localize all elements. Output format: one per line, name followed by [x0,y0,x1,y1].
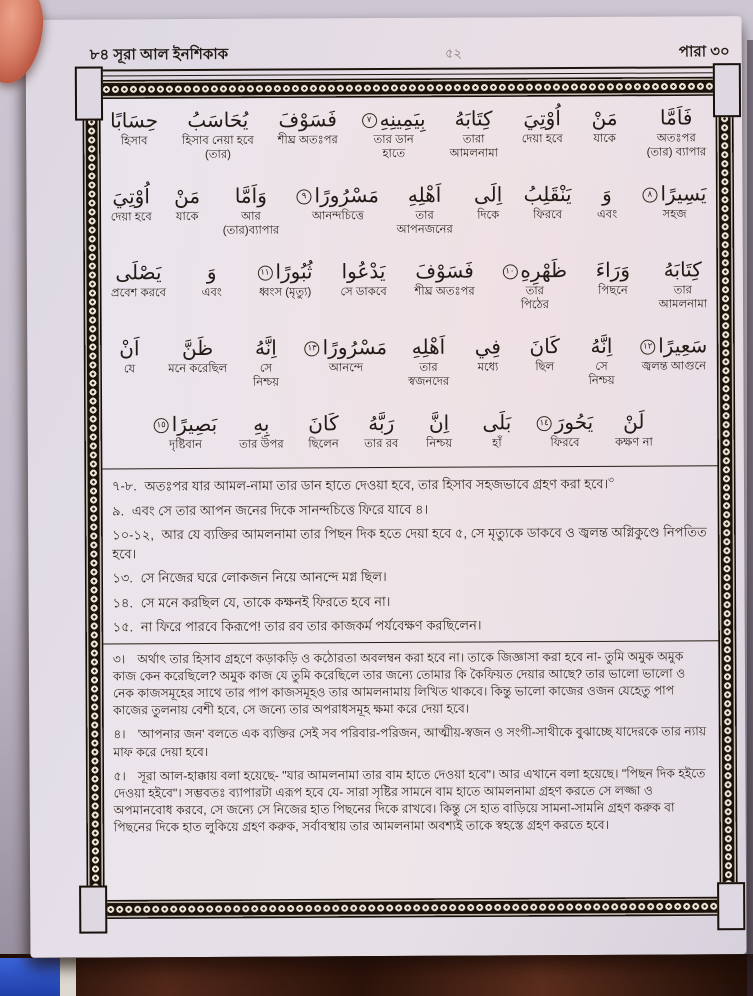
bengali-gloss [340,286,386,300]
ayah-number-marker: ٧ [362,113,377,128]
word-unit [396,176,453,237]
bengali-gloss-line: যে [123,363,136,376]
footnote-list [111,648,712,837]
bengali-gloss-line: প্রবেশ করবে [110,287,167,300]
word-unit [449,99,498,160]
translation-verse-number: ১৩. [112,570,134,586]
word-unit [595,251,631,299]
bengali-gloss [176,211,199,225]
footnote-divider [103,640,719,644]
arabic-word: اِنَّهُ [254,335,277,360]
bengali-gloss-line: তারা [462,133,485,146]
word-unit [362,100,426,161]
bengali-gloss [124,363,135,377]
bengali-gloss-line: দেয়া হবে [521,133,563,146]
surah-title: ৮৪ সূরা আল ইনশিকাক [89,45,229,64]
translation-list [110,473,711,637]
arabic-word: اَنْ [119,336,140,361]
bengali-gloss [278,134,338,148]
arabic-word: اِنَّهُ [590,333,613,358]
bengali-gloss [121,135,148,149]
bengali-gloss [202,287,222,301]
bengali-gloss [408,362,449,389]
arabic-word: وَ [602,181,612,206]
word-row [112,402,708,465]
bengali-gloss [259,286,311,300]
word-unit [194,253,230,301]
bengali-gloss-line: ফিরবে [533,209,563,222]
arabic-word: بِهِ [253,411,270,436]
arabic-word: سَعِيرًا ١٢ [640,326,707,360]
blue-object [0,958,60,996]
arabic-word: فَاَمَّا [659,105,693,130]
arabic-word: يَنْقَلِبُ [523,182,572,207]
bengali-gloss-line: (তার) ব্যাপার [646,145,707,159]
word-unit [615,403,653,451]
bengali-gloss [397,210,453,237]
bengali-gloss-line: নিশ্চয় [426,437,453,450]
frame-corner-box [713,63,741,117]
bengali-gloss [588,361,614,388]
translation-verse-number: ১৫. [112,619,134,635]
word-unit [589,175,625,223]
page-number: ৫২ [445,45,463,61]
bengali-gloss [597,209,617,223]
bengali-gloss-line: সে [595,360,608,373]
arabic-word: ثُبُورًا ١١ [257,252,312,286]
word-row [110,98,706,174]
word-unit [640,326,707,374]
bengali-gloss-line: তার [525,285,545,298]
bengali-gloss [111,287,166,301]
arabic-word: بَلَى [482,410,512,435]
bengali-gloss-line: যাকে [175,210,199,224]
bengali-gloss-line: আপনজনের [396,223,453,236]
arabic-word: كِتَابَهُ [663,257,702,282]
word-unit [642,174,706,222]
word-unit [363,404,399,452]
ayah-number-marker: ١٣ [305,341,320,356]
white-object [60,958,76,996]
bengali-gloss [450,133,498,160]
bengali-gloss [415,286,475,300]
arabic-word: يَصْلَى [115,260,162,285]
translation-verse-number: ৯. [112,503,125,519]
bengali-gloss [364,438,398,452]
footnote: ৪। 'আপনার জন' বলতে এক ব্যক্তির সেই সব পরিবার-পরিজন, আত্মীয়-স্বজন ও সংগী-সাথীকে বুঝাচ্ছে যাদেরকে তার ন্যায় মাফ করে দেয়া হবে। [113,724,707,759]
bengali-gloss [492,437,501,451]
bengali-gloss-line: (তার) [204,148,232,161]
bengali-gloss-line: তার [415,209,434,222]
arabic-word: كَانَ [529,334,560,359]
bengali-gloss [478,361,499,375]
arabic-word: لَنْ [623,409,645,434]
bengali-gloss-line: হিসাব [120,135,148,148]
bengali-gloss-line: পিছনে [598,284,628,297]
bengali-gloss-line: জ্বলন্ত আগুনে [641,360,707,373]
bengali-gloss-line: যাকে [593,132,616,145]
page-content [99,94,721,901]
bengali-gloss [374,134,414,161]
word-unit [182,101,254,162]
word-unit [239,405,284,453]
book-edge-shadow [747,40,753,996]
arabic-word: رَبَّهُ [368,410,395,436]
bengali-gloss-line: শীঘ্র অতঃপর [277,134,338,147]
word-unit [110,101,158,149]
bengali-gloss-line: দিকে [477,209,500,222]
word-unit [111,253,166,301]
bengali-gloss-line: স্বজনদের [408,375,450,388]
word-unit [305,404,341,452]
bengali-gloss [646,132,706,159]
bengali-gloss-line: আনন্দচিত্তে [311,210,364,223]
bengali-gloss [521,285,549,312]
bengali-gloss [642,360,706,374]
bengali-gloss [550,437,579,451]
footnote-number: ৫। [113,769,126,784]
bengali-gloss [522,133,563,147]
bengali-gloss [253,363,279,390]
word-unit [277,100,337,148]
word-unit [523,175,571,223]
bengali-gloss-line: হাতে [382,147,406,160]
footnote-number: ৩। [112,651,126,666]
arabic-word: يُحَاسَبُ [187,107,249,133]
bengali-gloss [329,362,363,376]
bengali-gloss [182,135,254,163]
translation-line: ৭-৮. অতঃপর যার আমল-নামা তার ডান হাতে দেওয়া হবে, তার হিসাব সহজভাবে গ্রহণ করা হবে।$^৩$ [111,474,615,494]
footnote-reference: ৩ [608,474,615,485]
bengali-gloss-line: পিঠের [520,298,550,311]
table-surface [0,954,753,996]
arabic-word: مَنْ [174,183,201,209]
word-unit [470,175,506,223]
arabic-word: مَسْرُورًا ٩ [296,176,379,210]
bengali-gloss [223,211,280,238]
translation-line: ১০-১২, আর যে ব্যক্তির আমলনামা তার পিছন দিক হতে দেয়া হবে ৫, সে মৃত্যুকে ডাকবে ও জ্বলন্ত অগ্নিকুণ্ডে নিপতিত হবে। [112,524,707,562]
arabic-word: مَنْ [591,105,618,130]
bengali-gloss-line: আনন্দে [328,362,364,375]
ayah-number-marker: ١٥ [154,418,169,433]
word-unit [111,329,147,377]
bengali-gloss [111,211,152,225]
arabic-word: اُوْتِيَ [523,106,561,131]
bengali-gloss-line: এবং [201,286,222,299]
page-header [90,40,730,68]
bengali-gloss [168,363,227,377]
bengali-gloss [659,284,707,311]
translation-line: ১৫. না ফিরে পারবে কিরূপে! তার রব তার কাজকর্ম পর্যবেক্ষণ করছিলেন। [112,617,482,635]
bengali-gloss-line: দেয়া হবে [110,211,152,224]
word-unit [305,328,388,376]
word-unit [248,329,284,390]
bead-border-bottom [88,898,736,917]
word-unit [169,177,205,225]
arabic-word: اِنَّ [428,410,450,435]
arabic-word: اَهْلِهِ [411,334,446,359]
arabic-word: بَصِيرًا ١٥ [154,405,218,439]
arabic-word: يَسِيرًا ٨ [642,174,706,208]
word-unit [296,176,379,224]
bengali-gloss-line: আমলনামা [658,297,708,311]
arabic-word: اَهْلِهِ [407,182,442,207]
word-unit [414,252,474,300]
word-unit [537,403,594,451]
bengali-gloss-line: তার [673,284,693,297]
bengali-gloss-line: ছিলেন [308,438,339,451]
arabic-word: اِلَى [473,182,503,207]
word-unit [658,250,707,311]
ayah-number-marker: ٨ [642,188,657,203]
arabic-word: اُوْتِيَ [112,184,150,209]
arabic-word: بِيَمِينِهِ ٧ [362,100,426,134]
word-unit [408,328,449,389]
bengali-gloss-line: তার উপর [239,438,284,451]
bengali-gloss [535,361,554,375]
ayah-number-marker: ١٤ [537,416,552,431]
bengali-gloss-line: সহজ [662,208,687,221]
footnote: ৫। সূরা আল-হাক্কায় বলা হয়েছে- "যার আমলনামা তার বাম হাতে দেওয়া হবে"। আর এখানে বলা হয়েছে। "পিছন দিক হইতে দেওয়া হইবে"। সম্ভবতঃ ব্যাপারটা এরূপ হবে যে- সারা সৃষ্টির সামনে বাম হাতে আমলনামা গ্রহণ করতে সে লজ্জা ও অপমানবোধ করবে, সে জন্যে সে নিজের হাত পিছনের দিকে রাখবে। কিন্তু সে হাত বাড়িয়ে সামনা-সামনি গ্রহণ করুক বা পিছনের দিকে হাত লুকিয়ে গ্রহণ করুক, সর্বাবস্থায় তার আমলনামা অবশ্যই তাকে স্বহস্তে গ্রহণ করতে হবে। [113,766,706,835]
bengali-gloss-line: ছিল [535,361,555,374]
book-page [26,16,747,958]
word-unit [470,327,506,375]
arabic-word: وَرَاءَ [595,257,631,282]
bengali-gloss-line: আর [241,210,261,223]
ayah-number-marker: ٩ [296,189,311,204]
ayah-number-marker: ١١ [257,266,272,281]
word-grid [108,98,710,465]
bengali-gloss-line: এবং [596,208,618,221]
word-row [111,326,707,402]
bengali-gloss [312,210,364,224]
arabic-word: حِسَابًا [110,108,159,133]
bengali-gloss-line: হিসাব নেয়া হবে [182,134,254,148]
bengali-gloss-line: মধ্যে [477,361,499,374]
bead-border-top [84,78,732,97]
word-unit [502,251,567,312]
bengali-gloss-line: দৃষ্টিবান [169,438,202,452]
word-row [111,250,707,326]
bengali-gloss [663,208,687,222]
bengali-gloss-line: মনে করেছিল [168,362,228,376]
bengali-gloss-line: ধ্বংস (মৃত্যু) [258,286,312,299]
bengali-gloss [615,437,653,451]
bengali-gloss-line: তার [419,361,438,374]
word-row [110,174,706,250]
translation-line: ১৩. সে নিজের ঘরে লোকজন নিয়ে আনন্দে মগ্ন ছিল। [112,569,387,586]
word-unit [421,404,457,452]
word-unit [222,177,279,238]
arabic-word: كَانَ [308,411,339,436]
bengali-gloss [169,439,202,453]
ayah-number-marker: ١٠ [502,264,517,279]
bengali-gloss [593,133,616,147]
word-unit [154,405,218,453]
arabic-word: يَحُورَ ١٤ [537,403,594,437]
bengali-gloss-line: নিশ্চয় [252,376,280,389]
word-unit [521,99,562,147]
arabic-word: وَاَمَّا [234,183,267,208]
arabic-word: فِي [474,334,502,359]
arabic-word: فَسَوْفَ [415,258,474,283]
section-divider [102,465,718,469]
bengali-gloss [533,209,562,223]
bengali-gloss-line: হাঁ [492,437,502,450]
word-unit [340,252,387,300]
word-unit [110,177,151,225]
bengali-gloss [308,438,338,452]
bengali-gloss-line: নিশ্চয় [588,374,615,387]
translation-line: ৯. এবং সে তার আপন জনের দিকে সানন্দচিত্তে ফিরে যাবে ৪। [112,501,429,519]
bengali-gloss [239,439,284,453]
arabic-word: يَدْعُوا [341,259,386,284]
word-unit [479,403,515,451]
footnote-number: ৪। [113,727,126,742]
bengali-gloss-line: আমলনামা [449,146,498,160]
arabic-word: وَ [206,259,217,284]
translation-line: ১৪. সে মনে করছিল যে, তাকে কক্ষনই ফিরতে হবে না। [112,593,391,611]
bengali-gloss-line: অতঃপর [656,132,696,145]
translation-verse-number: ৭-৮. [111,478,137,494]
translation-verse-number: ১০-১২, [112,527,155,543]
arabic-word: كِتَابَهُ [454,106,493,131]
footnote: ৩। অর্থাৎ তার হিসাব গ্রহণে কড়াকড়ি ও কঠোরতা অবলম্বন করা হবে না। তাকে জিজ্ঞাসা করা হবে না- তুমি অমুক অমুক কাজ কেন করেছিলে? অমুক কাজ যে তুমি করেছিলে তার জন্যে তোমার কি কৈফিয়ত দেয়ার আছে? তার ভালো ভালো ও নেক কাজসমূহের সাথে তার পাপ কাজসমূহও তার আমলনামায় লিখিত থাকবে। কিন্তু ভালো কাজের ওজন যেহেতু পাপ কাজের তুলনায় বেশী হবে, সে জন্যে তার অপরাধসমূহ ক্ষমা করে দেয়া হবে। [112,648,686,718]
bengali-gloss-line: তার রব [364,437,399,451]
word-unit [168,329,227,377]
frame-corner-box [79,885,107,933]
bengali-gloss [477,209,499,223]
word-unit [646,98,706,159]
bead-border-right [717,78,736,914]
bengali-gloss-line: সে [259,362,273,375]
frame-corner-box [717,882,745,930]
bengali-gloss [598,285,628,299]
word-unit [586,99,622,147]
bengali-gloss-line: কক্ষণ না [615,436,653,449]
arabic-word: ظَهْرِهِ ١٠ [502,251,567,285]
bengali-gloss-line: তার ডান [373,133,414,147]
arabic-word: مَسْرُورًا ١٣ [305,328,388,362]
bengali-gloss-line: শীঘ্র অতঃপর [414,285,475,298]
word-unit [257,252,312,300]
bengali-gloss-line: সে ডাকবে [340,285,387,299]
bengali-gloss-line: ফিরবে [550,436,580,450]
ornamental-frame [84,78,736,917]
bengali-gloss-line: (তার)ব্যাপার [222,224,280,237]
translation-verse-number: ১৪. [112,594,134,611]
para-number: পারা ৩০ [678,43,730,61]
arabic-word: ظَنَّ [181,335,214,361]
bengali-gloss [426,438,452,452]
word-unit [583,327,619,388]
frame-corner-box [75,66,103,120]
word-unit [527,327,563,375]
arabic-word: فَسَوْفَ [278,107,337,132]
ayah-number-marker: ١٢ [640,340,655,355]
